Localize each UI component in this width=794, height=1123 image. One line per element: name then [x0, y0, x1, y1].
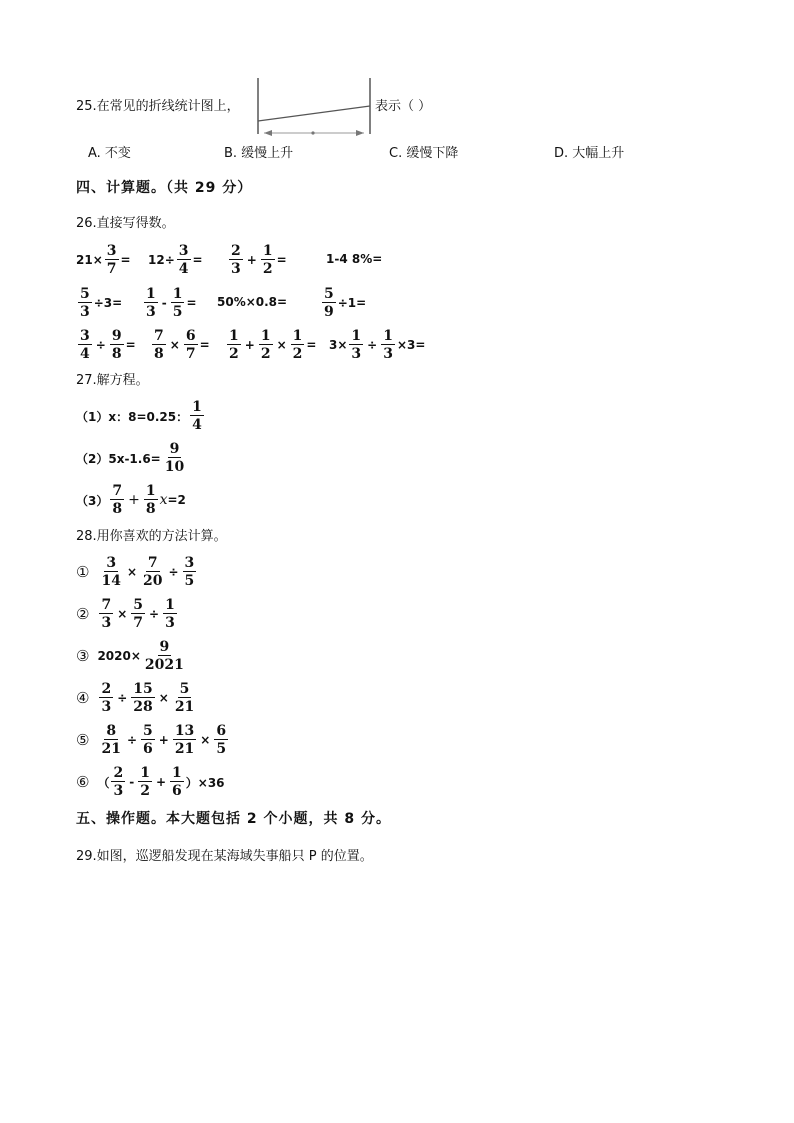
- q26-item-5: $\frac{5}{3}$ ÷3=: [80, 286, 123, 320]
- fraction: $\frac{1}{3}$: [351, 328, 362, 362]
- q27-equation-3: （3） $\frac{7}{8}$ + $\frac{1}{8}$ x =2: [76, 483, 186, 517]
- q25-suffix: 表示（ ）: [375, 99, 432, 114]
- fraction: $\frac{7}{3}$: [101, 597, 112, 631]
- fraction: $\frac{1}{2}$: [229, 328, 239, 362]
- q26-item-6: $\frac{1}{3}$ - $\frac{1}{5}$ =: [146, 286, 197, 320]
- q28-calc-6: ⑥ （ $\frac{2}{3}$ - $\frac{1}{2}$ + $\frac{1}{6}$ ）×36: [76, 765, 225, 799]
- q28-title: 28.用你喜欢的方法计算。: [76, 529, 227, 544]
- q26-item-7: 50%×0.8=: [217, 295, 288, 309]
- fraction: $\frac{13}{21}$: [174, 723, 195, 757]
- fraction: $\frac{3}{4}$: [178, 243, 189, 277]
- q29-text: 29.如图，巡逻船发现在某海域失事船只 P 的位置。: [76, 849, 373, 864]
- q26-item-11: $\frac{1}{2}$ + $\frac{1}{2}$ × $\frac{1}{2}$ =: [229, 328, 317, 362]
- q26-item-2: 12÷ $\frac{3}{4}$ =: [148, 243, 203, 277]
- q26-item-1: 21× $\frac{3}{7}$ =: [76, 243, 131, 277]
- fraction: $\frac{8}{21}$: [101, 723, 121, 757]
- fraction: $\frac{5}{9}$: [324, 286, 334, 320]
- fraction: $\frac{2}{3}$: [101, 681, 112, 715]
- q27-equation-1: （1）x：8=0.25： $\frac{1}{4}$: [76, 399, 202, 433]
- fraction: $\frac{7}{8}$: [112, 483, 123, 517]
- fraction: $\frac{7}{20}$: [143, 555, 163, 589]
- fraction: $\frac{5}{7}$: [133, 597, 144, 631]
- fraction: $\frac{15}{28}$: [133, 681, 153, 715]
- fraction: $\frac{9}{10}$: [164, 441, 185, 475]
- fraction: $\frac{3}{4}$: [80, 328, 90, 362]
- q28-calc-2: ② $\frac{7}{3}$ × $\frac{5}{7}$ ÷ $\frac{1}{3}$: [76, 597, 175, 631]
- q26-item-8: $\frac{5}{9}$ ÷1=: [324, 286, 367, 320]
- fraction: $\frac{7}{8}$: [154, 328, 164, 362]
- fraction: $\frac{5}{3}$: [80, 286, 90, 320]
- q26-item-4: 1-4 8%=: [326, 252, 383, 266]
- fraction: $\frac{1}{3}$: [165, 597, 175, 631]
- fraction: $\frac{1}{8}$: [145, 483, 156, 517]
- q27-equation-2: （2）5x-1.6= $\frac{9}{10}$: [76, 441, 185, 475]
- fraction: $\frac{1}{3}$: [383, 328, 393, 362]
- fraction: $\frac{1}{5}$: [172, 286, 183, 320]
- q28-calc-3: ③ 2020× $\frac{9}{2021}$: [76, 639, 184, 673]
- q26-item-3: $\frac{2}{3}$ + $\frac{1}{2}$ =: [231, 243, 287, 277]
- q25-option-d[interactable]: D. 大幅上升: [554, 146, 625, 161]
- fraction: $\frac{3}{5}$: [184, 555, 195, 589]
- fraction: $\frac{1}{2}$: [260, 328, 271, 362]
- q25-prefix: 25.在常见的折线统计图上，: [76, 99, 240, 114]
- q26-item-10: $\frac{7}{8}$ × $\frac{6}{7}$ =: [154, 328, 210, 362]
- q27-title: 27.解方程。: [76, 373, 149, 388]
- fraction: $\frac{1}{2}$: [262, 243, 273, 277]
- q26-item-9: $\frac{3}{4}$ ÷ $\frac{9}{8}$ =: [80, 328, 136, 362]
- section-4-title: 四、计算题。（共 29 分）: [76, 180, 253, 196]
- fraction: $\frac{9}{8}$: [111, 328, 122, 362]
- fraction: $\frac{6}{5}$: [216, 723, 227, 757]
- fraction: $\frac{2}{3}$: [113, 765, 124, 799]
- fraction: $\frac{1}{4}$: [192, 399, 202, 433]
- fraction: $\frac{1}{6}$: [172, 765, 182, 799]
- fraction: $\frac{5}{21}$: [174, 681, 195, 715]
- q26-item-12: 3× $\frac{1}{3}$ ÷ $\frac{1}{3}$ ×3=: [329, 328, 426, 362]
- fraction: $\frac{6}{7}$: [185, 328, 196, 362]
- q28-calc-4: ④ $\frac{2}{3}$ ÷ $\frac{15}{28}$ × $\frac{5}{21}$: [76, 681, 195, 715]
- fraction: $\frac{1}{2}$: [140, 765, 150, 799]
- section-5-title: 五、操作题。本大题包括 2 个小题，共 8 分。: [76, 811, 391, 827]
- fraction: $\frac{3}{14}$: [101, 555, 121, 589]
- fraction: $\frac{1}{2}$: [292, 328, 303, 362]
- q28-calc-5: ⑤ $\frac{8}{21}$ ÷ $\frac{5}{6}$ + $\frac{13}{21}$ × $\frac{6}{5}$: [76, 723, 227, 757]
- fraction: $\frac{3}{7}$: [106, 243, 117, 277]
- q25-option-c[interactable]: C. 缓慢下降: [389, 146, 459, 161]
- q25-option-b[interactable]: B. 缓慢上升: [224, 146, 294, 161]
- fraction: $\frac{5}{6}$: [143, 723, 153, 757]
- q25-option-a[interactable]: A. 不变: [88, 146, 131, 161]
- q26-title: 26.直接写得数。: [76, 216, 175, 231]
- fraction: $\frac{2}{3}$: [231, 243, 241, 277]
- q28-calc-1: ① $\frac{3}{14}$ × $\frac{7}{20}$ ÷ $\frac{3}{5}$: [76, 555, 195, 589]
- fraction: $\frac{9}{2021}$: [144, 639, 184, 673]
- line-chart-segment-figure: [252, 76, 376, 138]
- fraction: $\frac{1}{3}$: [146, 286, 156, 320]
